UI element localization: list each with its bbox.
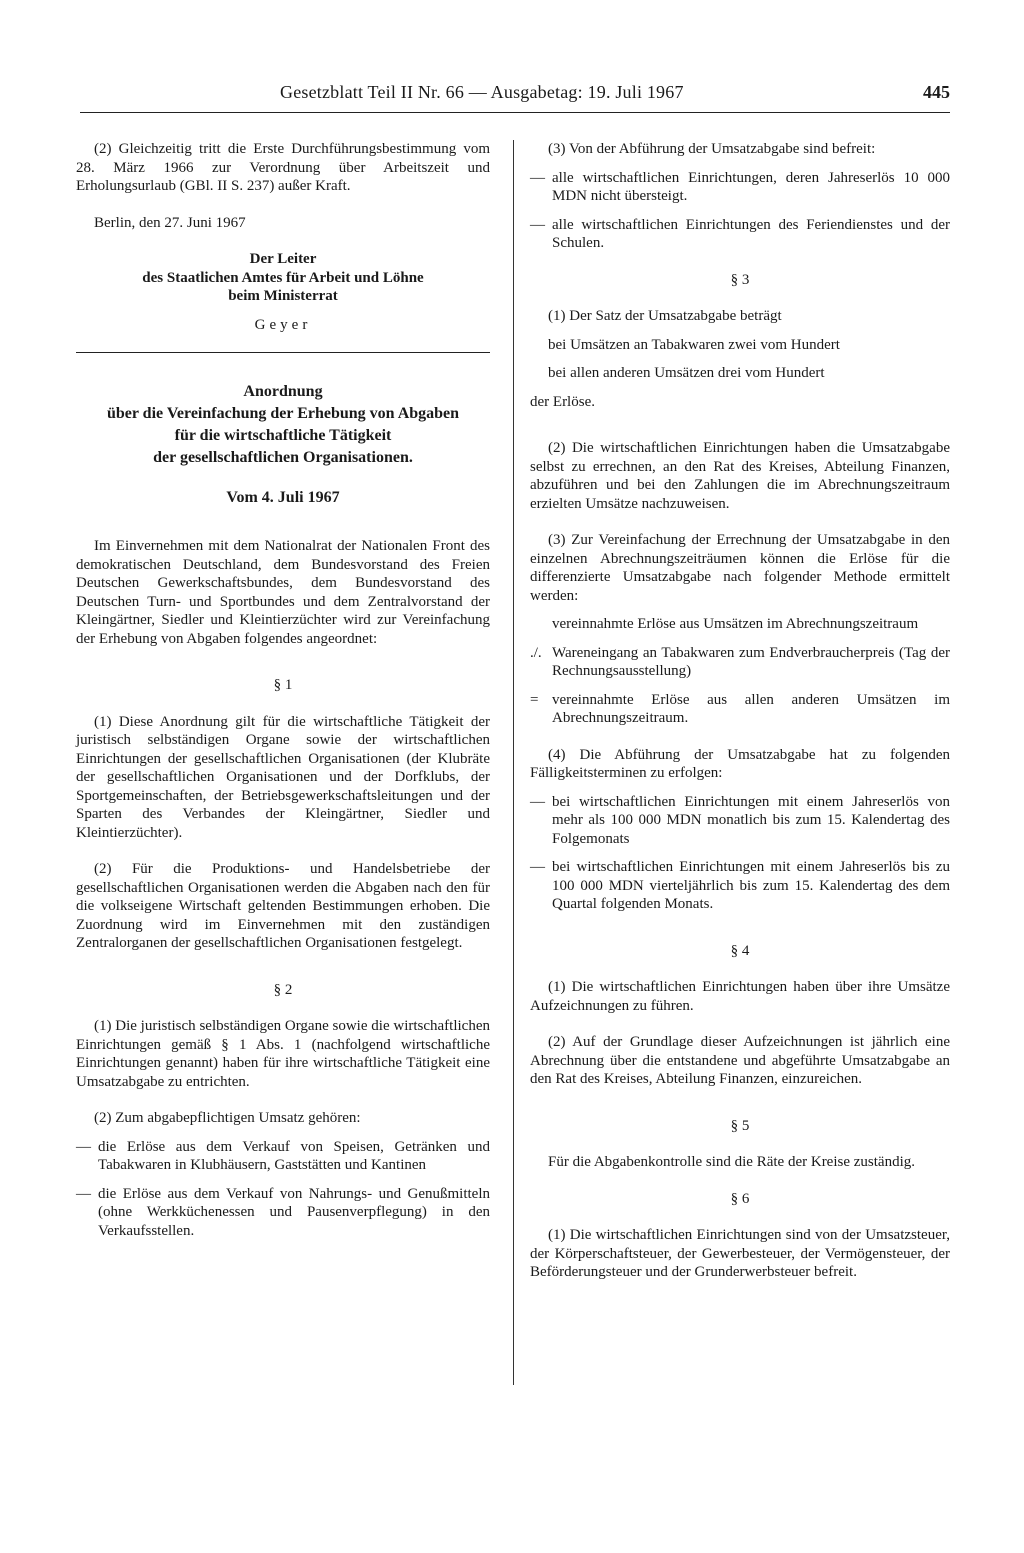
header-rule — [80, 112, 950, 113]
list-item-text: bei wirtschaftlichen Einrichtungen mit einem Jahreserlös bis zu 100 000 MDN vierteljährlich bis zum 15. Kalendertag des dem Quartal folgenden Monats. — [552, 859, 950, 912]
section-3-para-2: (2) Die wirtschaftlichen Einrichtungen haben die Umsatzabgabe selbst zu errechnen, an den Rat des Kreises, Abteilung Finanzen, abzuführen und bei den Zahlungen die im Abrechnungszeitraum erzielten Umsätze nachzuweisen. — [530, 440, 950, 512]
section-2-para-3: (3) Von der Abführung der Umsatzabgabe sind befreit: — [548, 141, 876, 157]
dash-marker: — — [530, 216, 545, 233]
list-item — [530, 793, 950, 849]
list-item — [76, 1185, 490, 1241]
section-4-heading: § 4 — [730, 942, 750, 959]
page-number: 445 — [923, 82, 950, 102]
calc-operator: = — [530, 691, 539, 708]
column-divider — [513, 140, 514, 1385]
section-6-heading: § 6 — [730, 1190, 750, 1207]
list-item-text: bei wirtschaftlichen Einrichtungen mit einem Jahreserlös von mehr als 100 000 MDN monatlich bis zum 15. Kalendertag des Folgemonats — [552, 793, 950, 847]
section-2-para-1: (1) Die juristisch selbständigen Organe sowie die wirtschaftlichen Einrichtungen gemäß § 1 Abs. 1 (nachfolgend wirtschaftliche Einrichtungen genannt) haben für ihre wirtschaftliche Tätigkeit eine Umsatzabgabe zu entrichten. — [76, 1018, 490, 1090]
dash-marker: — — [530, 859, 545, 875]
list-item-text: alle wirtschaftlichen Einrichtungen, deren Jahreserlös 10 000 MDN nicht übersteigt. — [552, 169, 950, 204]
list-item-text: alle wirtschaftlichen Einrichtungen des Feriendienstes und der Schulen. — [552, 216, 950, 251]
calc-operator: ./. — [530, 644, 542, 661]
dash-marker: — — [76, 1185, 91, 1202]
left-column — [76, 140, 490, 1240]
dash-marker: — — [530, 793, 545, 810]
calc-text: vereinnahmte Erlöse aus allen anderen Umsätzen im Abrechnungszeitraum. — [552, 691, 950, 726]
section-3-para-1: (1) Der Satz der Umsatzabgabe beträgt — [548, 308, 782, 324]
page-header — [80, 82, 950, 110]
order-title-4: der gesellschaftlichen Organisationen. — [153, 449, 413, 466]
sig-line-2: des Staatlichen Amtes für Arbeit und Löhne — [142, 269, 424, 286]
sig-line-1: Der Leiter — [249, 251, 317, 267]
section-1-para-2: (2) Für die Produktions- und Handelsbetriebe der gesellschaftlichen Organisationen werden die Abgaben nach den für die volkseigene Wirtschaft geltenden Bestimmungen erhoben. Die Zuordnung wird im Einvernehmen mit den zuständigen Zentralorganen der gesellschaftlichen Organisationen festgelegt. — [76, 861, 490, 951]
section-5-para-1: Für die Abgabenkontrolle sind die Räte der Kreise zuständig. — [548, 1154, 915, 1170]
prev-paragraph-2: (2) Gleichzeitig tritt die Erste Durchführungsbestimmung vom 28. März 1966 zur Verordnung über Arbeitszeit und Erholungsurlaub (GBl. II S. 237) außer Kraft. — [76, 141, 490, 194]
rate-line-2: bei allen anderen Umsätzen drei vom Hundert — [548, 365, 825, 381]
right-column — [530, 140, 950, 1282]
section-2-para-2: (2) Zum abgabepflichtigen Umsatz gehören: — [94, 1110, 361, 1126]
dash-marker: — — [530, 169, 545, 186]
order-title-3: für die wirtschaftliche Tätigkeit — [174, 427, 392, 444]
order-title-2: über die Vereinfachung der Erhebung von Abgaben — [106, 405, 460, 422]
section-5-heading: § 5 — [730, 1117, 750, 1134]
section-4-para-2: (2) Auf der Grundlage dieser Aufzeichnungen ist jährlich eine Abrechnung über die entstandene und abgeführte Umsatzabgabe an den Rat des Kreises, Abteilung Finanzen, einzureichen. — [530, 1034, 950, 1087]
rate-line-3: der Erlöse. — [530, 393, 595, 410]
calc-line-2 — [530, 644, 950, 681]
list-item — [76, 1138, 490, 1175]
calc-line-3 — [530, 691, 950, 728]
section-1-heading: § 1 — [273, 677, 293, 693]
section-1-para-1: (1) Diese Anordnung gilt für die wirtschaftliche Tätigkeit der juristisch selbständigen Organe sowie der wirtschaftlichen Einrichtungen der gesellschaftlichen Organisationen (der Klubräte der gesellschaftlichen Organisationen und der Dorfklubs, der Sportgemeinschaften, der Betriebsgewerkschaftsleitungen und der Sparten des Verbandes der Kleingärtner, Siedler und Kleintierzüchter). — [76, 713, 490, 841]
section-3-heading: § 3 — [730, 271, 750, 288]
calc-text: Wareneingang an Tabakwaren zum Endverbraucherpreis (Tag der Rechnungsausstellung) — [552, 644, 950, 679]
list-item-text: die Erlöse aus dem Verkauf von Nahrungs- und Genußmitteln (ohne Werkküchenessen und Pausenverpflegung) in den Verkaufsstellen. — [98, 1185, 490, 1239]
place-date: Berlin, den 27. Juni 1967 — [94, 214, 246, 231]
order-date: Vom 4. Juli 1967 — [226, 489, 340, 506]
calc-line-1 — [530, 615, 950, 634]
section-2-heading: § 2 — [273, 981, 293, 998]
sig-line-3: beim Ministerrat — [228, 288, 338, 304]
section-3-para-3: (3) Zur Vereinfachung der Errechnung der Umsatzabgabe in den einzelnen Abrechnungszeiträumen können die Erlöse für die differenzierte Umsatzabgabe nach folgender Methode ermittelt werden: — [530, 532, 950, 604]
calc-text: vereinnahmte Erlöse aus Umsätzen im Abrechnungszeitraum — [552, 616, 919, 632]
gazette-title: Gesetzblatt Teil II Nr. 66 — Ausgabetag: 19. Juli 1967 — [280, 82, 684, 102]
list-item — [530, 216, 950, 253]
list-item-text: die Erlöse aus dem Verkauf von Speisen, Getränken und Tabakwaren in Klubhäusern, Gaststätten und Kantinen — [98, 1138, 490, 1173]
signatory-name: Geyer — [254, 316, 312, 333]
section-4-para-1: (1) Die wirtschaftlichen Einrichtungen haben über ihre Umsätze Aufzeichnungen zu führen. — [530, 979, 950, 1014]
list-item — [530, 858, 950, 914]
order-title-1: Anordnung — [243, 383, 323, 400]
section-6-para-1: (1) Die wirtschaftlichen Einrichtungen sind von der Umsatzsteuer, der Körperschaftsteuer, der Gewerbesteuer, der Vermögensteuer, der Beförderungsteuer und der Grunderwerbsteuer befreit. — [530, 1227, 950, 1280]
rate-line-1: bei Umsätzen an Tabakwaren zwei vom Hundert — [548, 336, 840, 353]
preamble: Im Einvernehmen mit dem Nationalrat der Nationalen Front des demokratischen Deutschland, dem Bundesvorstand des Freien Deutschen Gewerkschaftsbundes, dem Bundesvorstand des Deutschen Turn- und Sportbundes und dem Zentralvorstand der Kleingärtner, Siedler und Kleintierzüchter wird zur Vereinfachung der Erhebung von Abgaben folgendes angeordnet: — [76, 538, 490, 647]
section-3-para-4: (4) Die Abführung der Umsatzabgabe hat zu folgenden Fälligkeitsterminen zu erfolgen: — [530, 746, 950, 781]
dash-marker: — — [76, 1138, 91, 1155]
list-item — [530, 169, 950, 206]
